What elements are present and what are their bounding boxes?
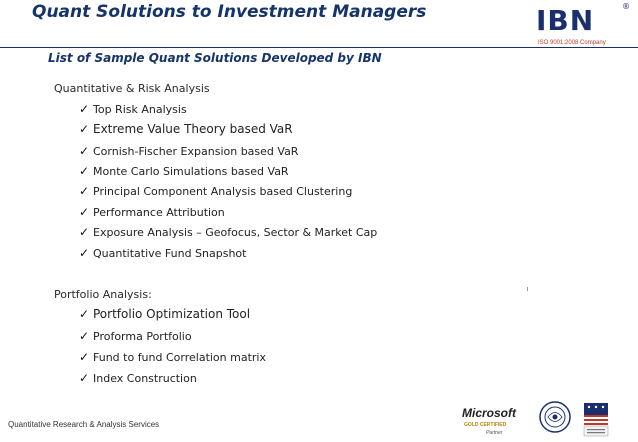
registered-mark: ® <box>622 2 630 11</box>
list-item <box>79 205 225 219</box>
iso-label: ISO 9001:2008 Company <box>538 40 606 46</box>
certification-seal-icon <box>538 400 572 434</box>
gold-certified-label: GOLD CERTIFIED <box>464 422 507 428</box>
check-icon: ✓ <box>79 329 90 343</box>
list-item <box>79 122 293 136</box>
stray-mark <box>527 287 528 291</box>
check-icon: ✓ <box>79 246 90 260</box>
footer-text: Quantitative Research & Analysis Services <box>8 420 160 429</box>
list-item-label: Portfolio Optimization Tool <box>93 307 251 321</box>
list-item <box>79 371 197 385</box>
list-item <box>79 225 377 239</box>
header-divider <box>0 47 638 48</box>
check-icon: ✓ <box>79 184 90 198</box>
check-icon: ✓ <box>79 102 90 116</box>
check-icon: ✓ <box>79 307 90 321</box>
list-item-label: Index Construction <box>93 372 197 385</box>
list-item <box>79 184 352 198</box>
list-item <box>79 307 250 321</box>
list-item-label: Top Risk Analysis <box>93 103 187 116</box>
check-icon: ✓ <box>79 225 90 239</box>
check-icon: ✓ <box>79 350 90 364</box>
microsoft-gold-partner-logo <box>462 406 526 436</box>
check-icon: ✓ <box>79 205 90 219</box>
list-item-label: Fund to fund Correlation matrix <box>93 351 266 364</box>
section-heading-quant-risk: Quantitative & Risk Analysis <box>54 82 210 95</box>
check-icon: ✓ <box>79 371 90 385</box>
list-item <box>79 350 266 364</box>
list-item-label: Principal Component Analysis based Clustering <box>93 185 353 198</box>
list-item-label: Extreme Value Theory based VaR <box>93 122 293 136</box>
section-heading-portfolio: Portfolio Analysis: <box>54 288 152 301</box>
list-item-label: Exposure Analysis – Geofocus, Sector & Market Cap <box>93 226 378 239</box>
list-item <box>79 329 192 343</box>
microsoft-wordmark: Microsoft <box>462 406 516 420</box>
list-item-label: Proforma Portfolio <box>93 330 192 343</box>
list-item <box>79 246 246 260</box>
list-item-label: Quantitative Fund Snapshot <box>93 247 247 260</box>
list-item <box>79 144 298 158</box>
list-item <box>79 102 187 116</box>
page-title: Quant Solutions to Investment Managers <box>32 2 427 22</box>
logo-text: IBN <box>536 4 595 37</box>
list-item <box>79 164 289 178</box>
partner-label: Partner <box>486 430 503 436</box>
check-icon: ✓ <box>79 164 90 178</box>
list-item-label: Cornish-Fischer Expansion based VaR <box>93 145 299 158</box>
list-item-label: Performance Attribution <box>93 206 225 219</box>
check-icon: ✓ <box>79 122 90 136</box>
slide-subtitle: List of Sample Quant Solutions Developed by IBN <box>48 51 382 65</box>
check-icon: ✓ <box>79 144 90 158</box>
list-item-label: Monte Carlo Simulations based VaR <box>93 165 289 178</box>
nasscom-flag-badge-icon <box>583 402 609 438</box>
